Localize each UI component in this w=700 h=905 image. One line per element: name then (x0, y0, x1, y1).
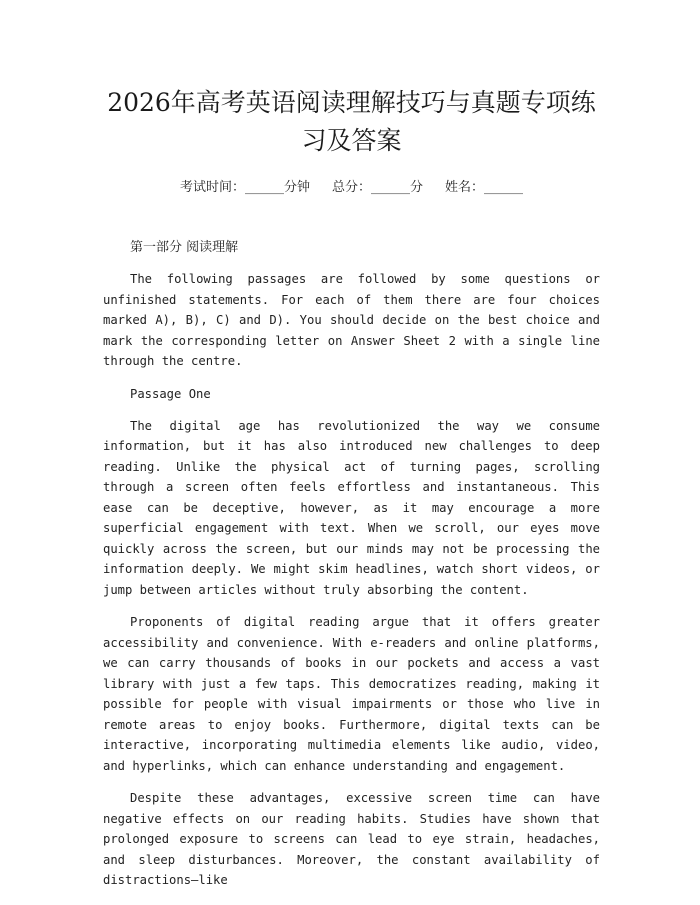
passage-paragraph-1: The digital age has revolutionized the way we consume information, but it has also introduced new challenges to deep reading. Unlike the physical act of turning pages, scrolling through a screen often feels effortless and instantaneous. This ease can be deceptive, however, as it may encourage a more superficial engagement with text. When we scroll, our eyes move quickly across the screen, but our minds may not be processing the information deeply. We might skim headlines, watch short videos, or jump between articles without truly absorbing the content. (103, 418, 600, 597)
exam-info-line (103, 178, 600, 198)
document-title: 2026年高考英语阅读理解技巧与真题专项练习及答案 (107, 88, 596, 155)
passage-title: Passage One (130, 386, 211, 401)
name-field: 姓名：______ (445, 180, 524, 195)
passage-paragraph-2: Proponents of digital reading argue that it offers greater accessibility and convenience. With e-readers and online platforms, we can carry thousands of books in our pockets and access a vast library with just a few taps. This democratizes reading, making it possible for people with visual impairments or those who live in remote areas to enjoy books. Furthermore, digital texts can be interactive, incorporating multimedia elements like audio, video, and hyperlinks, which can enhance understanding and engagement. (103, 615, 600, 773)
passage-paragraph-3: Despite these advantages, excessive screen time can have negative effects on our reading habits. Studies have shown that prolonged exposure to screens can lead to eye strain, headaches, and sleep disturbances. Moreover, the constant availability of distractions—like (103, 791, 600, 887)
instructions-paragraph: The following passages are followed by some questions or unfinished statements. For each of them there are four choices marked A), B), C) and D). You should decide on the best choice and mark the corresponding letter on Answer Sheet 2 with a single line through the centre. (103, 272, 600, 368)
section-title: 第一部分 阅读理解 (130, 240, 239, 255)
exam-time-field: 考试时间：______分钟 (179, 180, 310, 195)
score-field: 总分：______分 (331, 180, 423, 195)
